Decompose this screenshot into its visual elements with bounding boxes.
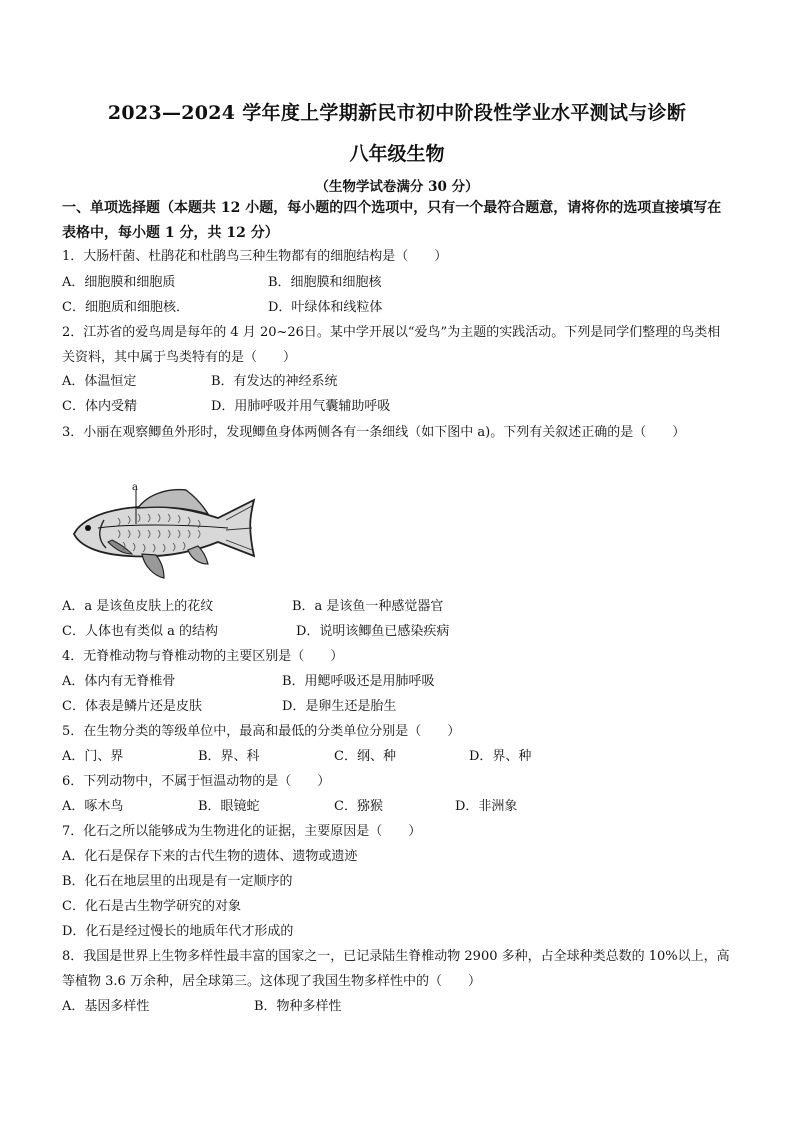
option-c: C．化石是古生物学研究的对象 xyxy=(62,899,241,914)
question-stem: 6．下列动物中，不属于恒温动物的是（ ） xyxy=(62,774,331,789)
option-c: C．猕猴 xyxy=(334,799,383,814)
option-a: A．a 是该鱼皮肤上的花纹 xyxy=(62,599,214,614)
option-d: D．非洲象 xyxy=(455,799,518,814)
question-stem: 8．我国是世界上生物多样性最丰富的国家之一，已记录陆生脊椎动物 2900 多种，占全球种类总数的 10%以上，高等植物 3.6 万余种，居全球第三。这体现了我国生物多样性中的（ ） xyxy=(62,949,730,989)
option-d: D．界、种 xyxy=(469,749,532,764)
option-b: B．眼镜蛇 xyxy=(198,799,260,814)
option-c: C．体内受精 xyxy=(62,399,137,414)
option-d: D．说明该鲫鱼已感染疾病 xyxy=(296,624,450,639)
option-a: A．细胞膜和细胞质 xyxy=(62,275,176,290)
option-b: B．a 是该鱼一种感觉器官 xyxy=(292,599,444,614)
option-a: A．体内有无脊椎骨 xyxy=(62,674,176,689)
option-c: C．体表是鳞片还是皮肤 xyxy=(62,699,202,714)
option-b: B．界、科 xyxy=(198,749,260,764)
question-stem: 3．小丽在观察鲫鱼外形时，发现鲫鱼身体两侧各有一条细线（如下图中 a)。下列有关叙述正确的是（ ） xyxy=(62,425,686,440)
fish-figure xyxy=(68,484,264,580)
option-b: B．物种多样性 xyxy=(254,999,342,1014)
pelvic-fin xyxy=(142,554,164,578)
score-note: （生物学试卷满分 30 分） xyxy=(315,179,479,195)
fish-eye xyxy=(85,525,91,531)
option-b: B．化石在地层里的出现是有一定顺序的 xyxy=(62,874,293,889)
option-d: D．叶绿体和线粒体 xyxy=(268,300,383,315)
option-c: C．人体也有类似 a 的结构 xyxy=(62,624,218,639)
question-stem: 4．无脊椎动物与脊椎动物的主要区别是（ ） xyxy=(62,649,344,664)
option-d: D．用肺呼吸并用气囊辅助呼吸 xyxy=(211,399,391,414)
lateral-line-label: a xyxy=(132,484,138,493)
option-a: A．化石是保存下来的古代生物的遗体、遗物或遗迹 xyxy=(62,849,358,864)
question-stem: 7．化石之所以能够成为生物进化的证据，主要原因是（ ） xyxy=(62,824,422,839)
option-c: C．细胞质和细胞核． xyxy=(62,300,189,315)
question-stem: 2．江苏省的爱鸟周是每年的 4 月 20~26日。某中学开展以“爱鸟”为主题的实践活动。下列是同学们整理的鸟类相关资料，其中属于鸟类特有的是（ ） xyxy=(62,325,721,365)
option-a: A．门、界 xyxy=(62,749,124,764)
question-stem: 5．在生物分类的等级单位中，最高和最低的分类单位分别是（ ） xyxy=(62,724,461,739)
option-d: D．化石是经过慢长的地质年代才形成的 xyxy=(62,924,294,939)
exam-title: 2023—2024 学年度上学期新民市初中阶段性学业水平测试与诊断 xyxy=(107,102,687,124)
option-a: A．基因多样性 xyxy=(62,999,150,1014)
option-a: A．体温恒定 xyxy=(62,374,137,389)
option-c: C．纲、种 xyxy=(334,749,396,764)
option-d: D．是卵生还是胎生 xyxy=(282,699,397,714)
option-a: A．啄木鸟 xyxy=(62,799,124,814)
option-b: B．细胞膜和细胞核 xyxy=(268,275,382,290)
section-heading: 一、单项选择题（本题共 12 小题，每小题的四个选项中，只有一个最符合题意，请将你的选项直接填写在表格中，每小题 1 分，共 12 分） xyxy=(62,200,722,241)
option-b: B．有发达的神经系统 xyxy=(211,374,338,389)
anal-fin xyxy=(188,546,208,564)
exam-subject: 八年级生物 xyxy=(349,143,445,165)
option-b: B．用鳃呼吸还是用肺呼吸 xyxy=(282,674,435,689)
question-stem: 1．大肠杆菌、杜鹃花和杜鹃鸟三种生物都有的细胞结构是（ ） xyxy=(62,249,448,264)
